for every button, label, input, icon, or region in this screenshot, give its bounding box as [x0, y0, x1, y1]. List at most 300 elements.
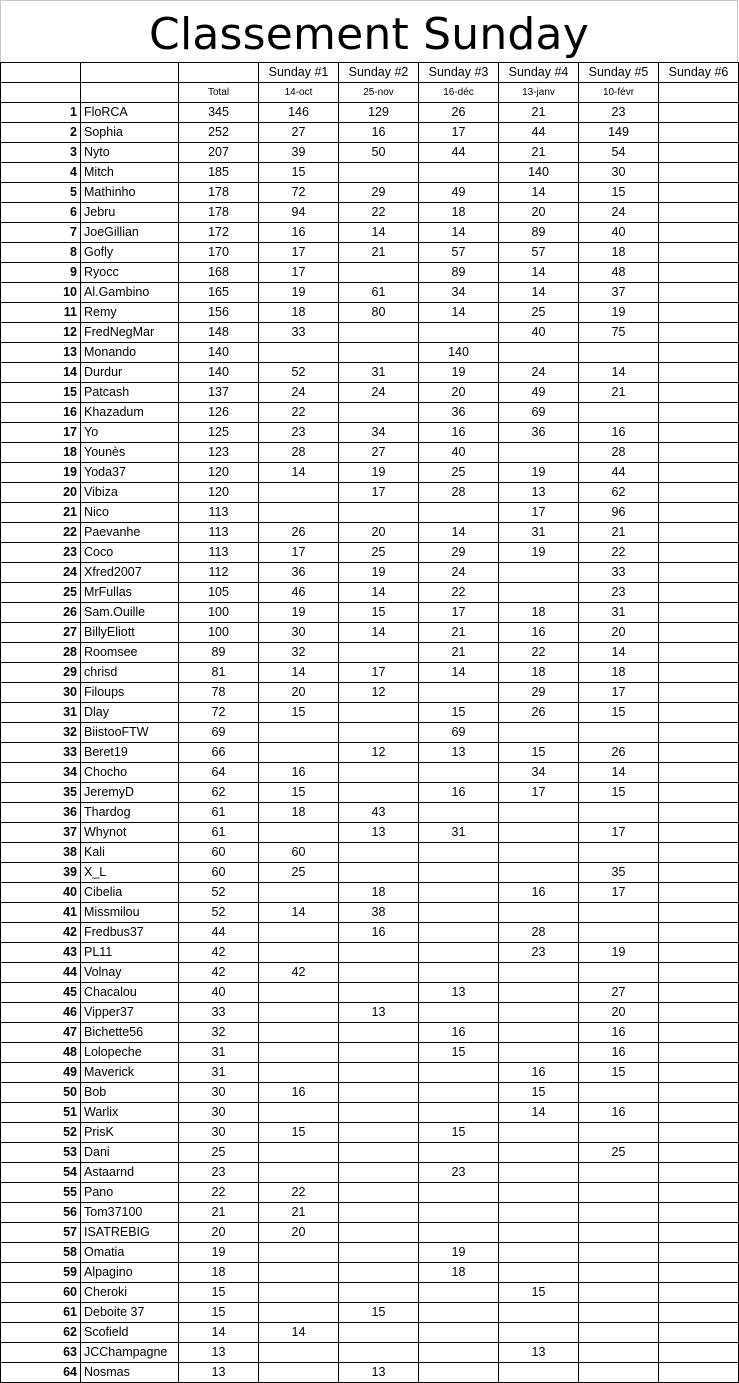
score-cell-sunday-5[interactable]: 17	[579, 683, 659, 703]
score-cell-sunday-4[interactable]: 14	[499, 183, 579, 203]
score-cell-sunday-1[interactable]	[259, 1143, 339, 1163]
score-cell-sunday-1[interactable]: 27	[259, 123, 339, 143]
player-name-cell[interactable]: Omatia	[81, 1243, 179, 1263]
score-cell-sunday-3[interactable]: 16	[419, 783, 499, 803]
total-cell[interactable]: 345	[179, 103, 259, 123]
score-cell-sunday-5[interactable]: 28	[579, 443, 659, 463]
score-cell-sunday-2[interactable]	[339, 1123, 419, 1143]
score-cell-sunday-4[interactable]: 15	[499, 1283, 579, 1303]
score-cell-sunday-5[interactable]: 26	[579, 743, 659, 763]
score-cell-sunday-3[interactable]: 16	[419, 423, 499, 443]
player-name-cell[interactable]: Bichette56	[81, 1023, 179, 1043]
score-cell-sunday-1[interactable]: 18	[259, 803, 339, 823]
total-cell[interactable]: 18	[179, 1263, 259, 1283]
total-cell[interactable]: 60	[179, 843, 259, 863]
score-cell-sunday-3[interactable]	[419, 963, 499, 983]
score-cell-sunday-5[interactable]: 17	[579, 823, 659, 843]
score-cell-sunday-3[interactable]: 22	[419, 583, 499, 603]
header-cell-empty[interactable]	[81, 63, 179, 83]
total-cell[interactable]: 140	[179, 343, 259, 363]
total-cell[interactable]: 105	[179, 583, 259, 603]
score-cell-sunday-3[interactable]	[419, 1343, 499, 1363]
score-cell-sunday-2[interactable]	[339, 843, 419, 863]
score-cell-sunday-2[interactable]: 61	[339, 283, 419, 303]
score-cell-sunday-2[interactable]	[339, 1263, 419, 1283]
rank-cell[interactable]: 2	[1, 123, 81, 143]
header-date-6[interactable]	[659, 83, 739, 103]
header-sunday-5[interactable]: Sunday #5	[579, 63, 659, 83]
score-cell-sunday-6[interactable]	[659, 903, 739, 923]
score-cell-sunday-6[interactable]	[659, 163, 739, 183]
score-cell-sunday-3[interactable]: 34	[419, 283, 499, 303]
header-cell-empty[interactable]	[1, 63, 81, 83]
total-cell[interactable]: 31	[179, 1043, 259, 1063]
score-cell-sunday-3[interactable]	[419, 1003, 499, 1023]
score-cell-sunday-3[interactable]: 23	[419, 1163, 499, 1183]
score-cell-sunday-4[interactable]	[499, 803, 579, 823]
player-name-cell[interactable]: Lolopeche	[81, 1043, 179, 1063]
score-cell-sunday-5[interactable]: 15	[579, 183, 659, 203]
score-cell-sunday-2[interactable]	[339, 1203, 419, 1223]
score-cell-sunday-5[interactable]: 15	[579, 703, 659, 723]
score-cell-sunday-5[interactable]	[579, 1283, 659, 1303]
score-cell-sunday-4[interactable]: 23	[499, 943, 579, 963]
score-cell-sunday-1[interactable]	[259, 1303, 339, 1323]
rank-cell[interactable]: 38	[1, 843, 81, 863]
score-cell-sunday-3[interactable]: 14	[419, 523, 499, 543]
score-cell-sunday-2[interactable]: 12	[339, 743, 419, 763]
score-cell-sunday-6[interactable]	[659, 403, 739, 423]
score-cell-sunday-4[interactable]: 36	[499, 423, 579, 443]
total-cell[interactable]: 44	[179, 923, 259, 943]
score-cell-sunday-5[interactable]: 14	[579, 363, 659, 383]
score-cell-sunday-3[interactable]: 13	[419, 983, 499, 1003]
score-cell-sunday-4[interactable]: 44	[499, 123, 579, 143]
score-cell-sunday-2[interactable]: 31	[339, 363, 419, 383]
rank-cell[interactable]: 61	[1, 1303, 81, 1323]
score-cell-sunday-1[interactable]: 15	[259, 703, 339, 723]
score-cell-sunday-4[interactable]: 19	[499, 463, 579, 483]
score-cell-sunday-6[interactable]	[659, 1363, 739, 1383]
score-cell-sunday-5[interactable]: 15	[579, 783, 659, 803]
player-name-cell[interactable]: Kali	[81, 843, 179, 863]
score-cell-sunday-1[interactable]: 14	[259, 663, 339, 683]
player-name-cell[interactable]: Chacalou	[81, 983, 179, 1003]
score-cell-sunday-1[interactable]: 46	[259, 583, 339, 603]
total-cell[interactable]: 123	[179, 443, 259, 463]
score-cell-sunday-1[interactable]: 33	[259, 323, 339, 343]
player-name-cell[interactable]: Missmilou	[81, 903, 179, 923]
score-cell-sunday-6[interactable]	[659, 1063, 739, 1083]
score-cell-sunday-6[interactable]	[659, 803, 739, 823]
score-cell-sunday-5[interactable]: 19	[579, 303, 659, 323]
score-cell-sunday-1[interactable]	[259, 1003, 339, 1023]
score-cell-sunday-3[interactable]	[419, 843, 499, 863]
score-cell-sunday-3[interactable]: 14	[419, 303, 499, 323]
score-cell-sunday-3[interactable]: 13	[419, 743, 499, 763]
score-cell-sunday-2[interactable]: 15	[339, 603, 419, 623]
score-cell-sunday-2[interactable]: 19	[339, 563, 419, 583]
player-name-cell[interactable]: Yo	[81, 423, 179, 443]
score-cell-sunday-3[interactable]: 18	[419, 203, 499, 223]
score-cell-sunday-1[interactable]: 22	[259, 1183, 339, 1203]
score-cell-sunday-1[interactable]	[259, 1243, 339, 1263]
score-cell-sunday-3[interactable]: 21	[419, 623, 499, 643]
player-name-cell[interactable]: Dani	[81, 1143, 179, 1163]
score-cell-sunday-3[interactable]	[419, 1103, 499, 1123]
score-cell-sunday-5[interactable]: 62	[579, 483, 659, 503]
score-cell-sunday-3[interactable]: 19	[419, 1243, 499, 1263]
rank-cell[interactable]: 18	[1, 443, 81, 463]
player-name-cell[interactable]: Paevanhe	[81, 523, 179, 543]
score-cell-sunday-6[interactable]	[659, 763, 739, 783]
total-cell[interactable]: 140	[179, 363, 259, 383]
total-cell[interactable]: 30	[179, 1083, 259, 1103]
score-cell-sunday-3[interactable]	[419, 863, 499, 883]
score-cell-sunday-2[interactable]	[339, 1063, 419, 1083]
score-cell-sunday-4[interactable]	[499, 443, 579, 463]
rank-cell[interactable]: 19	[1, 463, 81, 483]
score-cell-sunday-3[interactable]	[419, 1203, 499, 1223]
score-cell-sunday-5[interactable]: 44	[579, 463, 659, 483]
total-cell[interactable]: 61	[179, 803, 259, 823]
total-cell[interactable]: 165	[179, 283, 259, 303]
score-cell-sunday-4[interactable]	[499, 843, 579, 863]
header-total[interactable]: Total	[179, 83, 259, 103]
score-cell-sunday-3[interactable]: 19	[419, 363, 499, 383]
score-cell-sunday-5[interactable]: 16	[579, 1043, 659, 1063]
score-cell-sunday-6[interactable]	[659, 1163, 739, 1183]
player-name-cell[interactable]: Beret19	[81, 743, 179, 763]
score-cell-sunday-2[interactable]	[339, 1343, 419, 1363]
score-cell-sunday-3[interactable]	[419, 883, 499, 903]
score-cell-sunday-4[interactable]: 20	[499, 203, 579, 223]
score-cell-sunday-6[interactable]	[659, 1043, 739, 1063]
player-name-cell[interactable]: Al.Gambino	[81, 283, 179, 303]
player-name-cell[interactable]: JoeGillian	[81, 223, 179, 243]
score-cell-sunday-3[interactable]	[419, 503, 499, 523]
score-cell-sunday-6[interactable]	[659, 143, 739, 163]
score-cell-sunday-1[interactable]: 16	[259, 763, 339, 783]
player-name-cell[interactable]: Fredbus37	[81, 923, 179, 943]
score-cell-sunday-3[interactable]	[419, 923, 499, 943]
score-cell-sunday-1[interactable]: 23	[259, 423, 339, 443]
score-cell-sunday-1[interactable]: 21	[259, 1203, 339, 1223]
rank-cell[interactable]: 35	[1, 783, 81, 803]
total-cell[interactable]: 120	[179, 463, 259, 483]
score-cell-sunday-6[interactable]	[659, 523, 739, 543]
header-date-1[interactable]: 14-oct	[259, 83, 339, 103]
score-cell-sunday-2[interactable]: 21	[339, 243, 419, 263]
player-name-cell[interactable]: Nico	[81, 503, 179, 523]
score-cell-sunday-1[interactable]: 15	[259, 783, 339, 803]
total-cell[interactable]: 112	[179, 563, 259, 583]
total-cell[interactable]: 113	[179, 523, 259, 543]
total-cell[interactable]: 72	[179, 703, 259, 723]
score-cell-sunday-6[interactable]	[659, 543, 739, 563]
score-cell-sunday-6[interactable]	[659, 683, 739, 703]
score-cell-sunday-6[interactable]	[659, 1183, 739, 1203]
score-cell-sunday-2[interactable]	[339, 1323, 419, 1343]
player-name-cell[interactable]: Nosmas	[81, 1363, 179, 1383]
player-name-cell[interactable]: Cibelia	[81, 883, 179, 903]
player-name-cell[interactable]: Filoups	[81, 683, 179, 703]
score-cell-sunday-1[interactable]: 39	[259, 143, 339, 163]
score-cell-sunday-4[interactable]	[499, 723, 579, 743]
score-cell-sunday-1[interactable]	[259, 823, 339, 843]
score-cell-sunday-4[interactable]: 18	[499, 603, 579, 623]
rank-cell[interactable]: 15	[1, 383, 81, 403]
score-cell-sunday-3[interactable]: 28	[419, 483, 499, 503]
score-cell-sunday-5[interactable]: 40	[579, 223, 659, 243]
total-cell[interactable]: 15	[179, 1283, 259, 1303]
player-name-cell[interactable]: FredNegMar	[81, 323, 179, 343]
player-name-cell[interactable]: FloRCA	[81, 103, 179, 123]
total-cell[interactable]: 207	[179, 143, 259, 163]
player-name-cell[interactable]: Deboite 37	[81, 1303, 179, 1323]
score-cell-sunday-6[interactable]	[659, 743, 739, 763]
score-cell-sunday-1[interactable]: 17	[259, 263, 339, 283]
total-cell[interactable]: 100	[179, 623, 259, 643]
player-name-cell[interactable]: Khazadum	[81, 403, 179, 423]
score-cell-sunday-3[interactable]: 21	[419, 643, 499, 663]
score-cell-sunday-4[interactable]: 25	[499, 303, 579, 323]
score-cell-sunday-3[interactable]	[419, 683, 499, 703]
score-cell-sunday-3[interactable]: 14	[419, 663, 499, 683]
score-cell-sunday-4[interactable]: 28	[499, 923, 579, 943]
score-cell-sunday-2[interactable]: 13	[339, 823, 419, 843]
score-cell-sunday-5[interactable]	[579, 723, 659, 743]
total-cell[interactable]: 21	[179, 1203, 259, 1223]
score-cell-sunday-6[interactable]	[659, 823, 739, 843]
score-cell-sunday-3[interactable]: 15	[419, 1043, 499, 1063]
score-cell-sunday-1[interactable]	[259, 983, 339, 1003]
score-cell-sunday-3[interactable]	[419, 1303, 499, 1323]
score-cell-sunday-1[interactable]: 60	[259, 843, 339, 863]
total-cell[interactable]: 126	[179, 403, 259, 423]
rank-cell[interactable]: 36	[1, 803, 81, 823]
score-cell-sunday-2[interactable]: 15	[339, 1303, 419, 1323]
player-name-cell[interactable]: Pano	[81, 1183, 179, 1203]
score-cell-sunday-6[interactable]	[659, 1283, 739, 1303]
score-cell-sunday-4[interactable]: 14	[499, 1103, 579, 1123]
score-cell-sunday-2[interactable]: 18	[339, 883, 419, 903]
score-cell-sunday-3[interactable]	[419, 1363, 499, 1383]
total-cell[interactable]: 61	[179, 823, 259, 843]
player-name-cell[interactable]: ISATREBIG	[81, 1223, 179, 1243]
rank-cell[interactable]: 41	[1, 903, 81, 923]
score-cell-sunday-1[interactable]: 20	[259, 683, 339, 703]
score-cell-sunday-5[interactable]: 23	[579, 103, 659, 123]
score-cell-sunday-4[interactable]	[499, 1363, 579, 1383]
score-cell-sunday-2[interactable]: 29	[339, 183, 419, 203]
score-cell-sunday-4[interactable]	[499, 563, 579, 583]
total-cell[interactable]: 185	[179, 163, 259, 183]
total-cell[interactable]: 42	[179, 963, 259, 983]
score-cell-sunday-4[interactable]: 40	[499, 323, 579, 343]
score-cell-sunday-5[interactable]	[579, 1183, 659, 1203]
score-cell-sunday-2[interactable]	[339, 343, 419, 363]
score-cell-sunday-1[interactable]: 94	[259, 203, 339, 223]
player-name-cell[interactable]: Scofield	[81, 1323, 179, 1343]
total-cell[interactable]: 113	[179, 543, 259, 563]
score-cell-sunday-4[interactable]: 19	[499, 543, 579, 563]
player-name-cell[interactable]: Tom37100	[81, 1203, 179, 1223]
score-cell-sunday-6[interactable]	[659, 323, 739, 343]
score-cell-sunday-5[interactable]: 14	[579, 643, 659, 663]
score-cell-sunday-3[interactable]	[419, 1183, 499, 1203]
total-cell[interactable]: 66	[179, 743, 259, 763]
score-cell-sunday-4[interactable]: 89	[499, 223, 579, 243]
score-cell-sunday-1[interactable]	[259, 1043, 339, 1063]
score-cell-sunday-1[interactable]	[259, 943, 339, 963]
score-cell-sunday-6[interactable]	[659, 123, 739, 143]
score-cell-sunday-1[interactable]: 14	[259, 1323, 339, 1343]
score-cell-sunday-3[interactable]: 17	[419, 603, 499, 623]
score-cell-sunday-5[interactable]	[579, 1323, 659, 1343]
score-cell-sunday-2[interactable]	[339, 1083, 419, 1103]
score-cell-sunday-4[interactable]: 15	[499, 743, 579, 763]
score-cell-sunday-5[interactable]: 37	[579, 283, 659, 303]
score-cell-sunday-2[interactable]	[339, 783, 419, 803]
score-cell-sunday-4[interactable]	[499, 1183, 579, 1203]
score-cell-sunday-3[interactable]	[419, 1323, 499, 1343]
score-cell-sunday-5[interactable]: 48	[579, 263, 659, 283]
score-cell-sunday-4[interactable]: 57	[499, 243, 579, 263]
score-cell-sunday-4[interactable]	[499, 983, 579, 1003]
player-name-cell[interactable]: Thardog	[81, 803, 179, 823]
player-name-cell[interactable]: Mitch	[81, 163, 179, 183]
player-name-cell[interactable]: MrFullas	[81, 583, 179, 603]
score-cell-sunday-5[interactable]	[579, 923, 659, 943]
score-cell-sunday-3[interactable]: 15	[419, 703, 499, 723]
score-cell-sunday-3[interactable]: 25	[419, 463, 499, 483]
score-cell-sunday-6[interactable]	[659, 723, 739, 743]
player-name-cell[interactable]: BiistooFTW	[81, 723, 179, 743]
score-cell-sunday-1[interactable]	[259, 743, 339, 763]
score-cell-sunday-6[interactable]	[659, 363, 739, 383]
score-cell-sunday-1[interactable]: 28	[259, 443, 339, 463]
score-cell-sunday-2[interactable]	[339, 943, 419, 963]
score-cell-sunday-2[interactable]	[339, 1043, 419, 1063]
player-name-cell[interactable]: JCChampagne	[81, 1343, 179, 1363]
score-cell-sunday-4[interactable]	[499, 1043, 579, 1063]
score-cell-sunday-1[interactable]: 146	[259, 103, 339, 123]
score-cell-sunday-2[interactable]	[339, 263, 419, 283]
score-cell-sunday-6[interactable]	[659, 663, 739, 683]
score-cell-sunday-5[interactable]: 30	[579, 163, 659, 183]
score-cell-sunday-3[interactable]	[419, 163, 499, 183]
player-name-cell[interactable]: Ryocc	[81, 263, 179, 283]
rank-cell[interactable]: 31	[1, 703, 81, 723]
score-cell-sunday-6[interactable]	[659, 383, 739, 403]
score-cell-sunday-3[interactable]	[419, 903, 499, 923]
total-cell[interactable]: 25	[179, 1143, 259, 1163]
score-cell-sunday-2[interactable]	[339, 1223, 419, 1243]
header-sunday-1[interactable]: Sunday #1	[259, 63, 339, 83]
total-cell[interactable]: 178	[179, 203, 259, 223]
score-cell-sunday-2[interactable]: 50	[339, 143, 419, 163]
score-cell-sunday-4[interactable]	[499, 1203, 579, 1223]
score-cell-sunday-1[interactable]	[259, 1283, 339, 1303]
player-name-cell[interactable]: X_L	[81, 863, 179, 883]
score-cell-sunday-3[interactable]	[419, 1083, 499, 1103]
score-cell-sunday-4[interactable]: 26	[499, 703, 579, 723]
score-cell-sunday-4[interactable]: 14	[499, 283, 579, 303]
total-cell[interactable]: 42	[179, 943, 259, 963]
score-cell-sunday-5[interactable]: 25	[579, 1143, 659, 1163]
score-cell-sunday-2[interactable]	[339, 643, 419, 663]
player-name-cell[interactable]: Xfred2007	[81, 563, 179, 583]
rank-cell[interactable]: 5	[1, 183, 81, 203]
score-cell-sunday-1[interactable]: 26	[259, 523, 339, 543]
score-cell-sunday-4[interactable]: 14	[499, 263, 579, 283]
score-cell-sunday-3[interactable]: 31	[419, 823, 499, 843]
score-cell-sunday-2[interactable]: 43	[339, 803, 419, 823]
rank-cell[interactable]: 60	[1, 1283, 81, 1303]
score-cell-sunday-5[interactable]: 17	[579, 883, 659, 903]
score-cell-sunday-5[interactable]: 14	[579, 763, 659, 783]
score-cell-sunday-5[interactable]: 20	[579, 623, 659, 643]
score-cell-sunday-4[interactable]	[499, 343, 579, 363]
score-cell-sunday-5[interactable]: 16	[579, 423, 659, 443]
total-cell[interactable]: 32	[179, 1023, 259, 1043]
score-cell-sunday-1[interactable]: 30	[259, 623, 339, 643]
score-cell-sunday-5[interactable]: 149	[579, 123, 659, 143]
total-cell[interactable]: 89	[179, 643, 259, 663]
total-cell[interactable]: 15	[179, 1303, 259, 1323]
total-cell[interactable]: 52	[179, 903, 259, 923]
total-cell[interactable]: 125	[179, 423, 259, 443]
score-cell-sunday-6[interactable]	[659, 623, 739, 643]
score-cell-sunday-1[interactable]	[259, 483, 339, 503]
total-cell[interactable]: 178	[179, 183, 259, 203]
score-cell-sunday-4[interactable]: 16	[499, 883, 579, 903]
header-date-2[interactable]: 25-nov	[339, 83, 419, 103]
rank-cell[interactable]: 17	[1, 423, 81, 443]
rank-cell[interactable]: 40	[1, 883, 81, 903]
score-cell-sunday-2[interactable]	[339, 863, 419, 883]
score-cell-sunday-2[interactable]	[339, 703, 419, 723]
score-cell-sunday-2[interactable]: 13	[339, 1003, 419, 1023]
rank-cell[interactable]: 37	[1, 823, 81, 843]
score-cell-sunday-2[interactable]: 25	[339, 543, 419, 563]
player-name-cell[interactable]: Whynot	[81, 823, 179, 843]
score-cell-sunday-2[interactable]: 14	[339, 583, 419, 603]
total-cell[interactable]: 13	[179, 1363, 259, 1383]
score-cell-sunday-2[interactable]	[339, 763, 419, 783]
score-cell-sunday-6[interactable]	[659, 563, 739, 583]
player-name-cell[interactable]: Sam.Ouille	[81, 603, 179, 623]
score-cell-sunday-1[interactable]: 24	[259, 383, 339, 403]
score-cell-sunday-3[interactable]: 24	[419, 563, 499, 583]
rank-cell[interactable]: 44	[1, 963, 81, 983]
total-cell[interactable]: 33	[179, 1003, 259, 1023]
score-cell-sunday-4[interactable]	[499, 1003, 579, 1023]
rank-cell[interactable]: 53	[1, 1143, 81, 1163]
score-cell-sunday-4[interactable]	[499, 1303, 579, 1323]
rank-cell[interactable]: 47	[1, 1023, 81, 1043]
score-cell-sunday-6[interactable]	[659, 243, 739, 263]
rank-cell[interactable]: 22	[1, 523, 81, 543]
score-cell-sunday-2[interactable]: 14	[339, 223, 419, 243]
rank-cell[interactable]: 49	[1, 1063, 81, 1083]
score-cell-sunday-1[interactable]	[259, 923, 339, 943]
score-cell-sunday-3[interactable]: 20	[419, 383, 499, 403]
header-cell-empty[interactable]	[1, 83, 81, 103]
score-cell-sunday-4[interactable]: 22	[499, 643, 579, 663]
score-cell-sunday-2[interactable]	[339, 1163, 419, 1183]
